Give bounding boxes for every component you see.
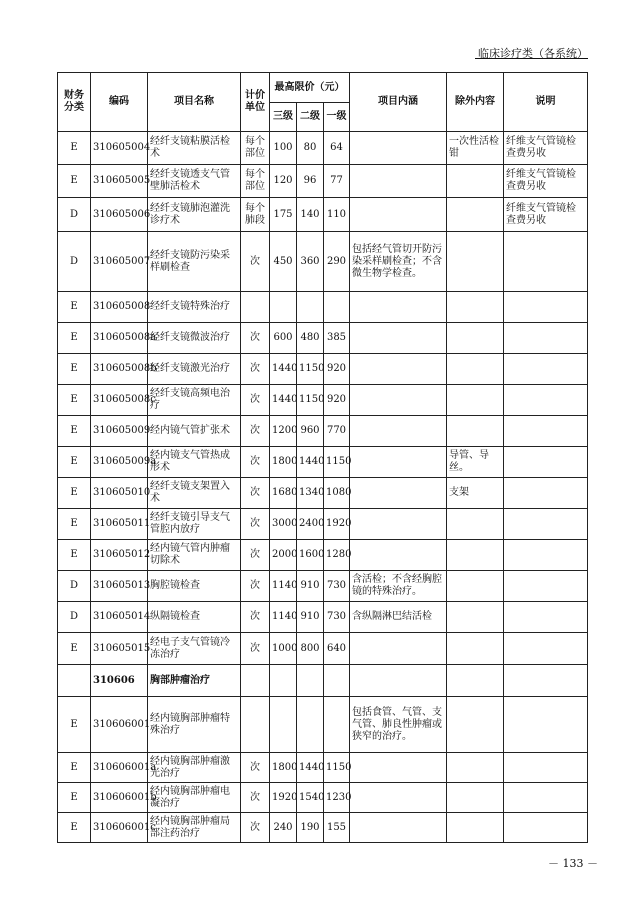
unit-cell: 每个肺段 bbox=[241, 198, 270, 232]
name-cell: 纵隔镜检查 bbox=[148, 602, 241, 633]
table-row bbox=[58, 753, 588, 783]
exclusions-cell bbox=[447, 540, 504, 571]
table-row bbox=[58, 509, 588, 540]
price-grade-1-cell: 640 bbox=[324, 633, 350, 665]
table-body bbox=[58, 132, 588, 843]
price-grade-1-cell: 290 bbox=[324, 232, 350, 292]
name-cell: 经纤支镜特殊治疗 bbox=[148, 292, 241, 323]
content-cell bbox=[350, 478, 447, 509]
price-grade-1-cell: 920 bbox=[324, 354, 350, 385]
price-grade-2-cell: 96 bbox=[297, 165, 324, 198]
table-row bbox=[58, 447, 588, 478]
category-cell: E bbox=[58, 323, 91, 354]
name-cell: 经内镜胸部肿瘤特殊治疗 bbox=[148, 697, 241, 753]
category-cell: E bbox=[58, 165, 91, 198]
price-grade-3-cell: 1440 bbox=[270, 385, 297, 416]
exclusions-cell bbox=[447, 697, 504, 753]
exclusions-cell bbox=[447, 198, 504, 232]
name-cell: 经内镜气管扩张术 bbox=[148, 416, 241, 447]
exclusions-cell: 导管、导丝。 bbox=[447, 447, 504, 478]
content-cell bbox=[350, 540, 447, 571]
price-grade-2-cell: 1440 bbox=[297, 447, 324, 478]
code-cell: 310605013 bbox=[91, 571, 148, 602]
header-notes: 说明 bbox=[504, 73, 588, 132]
unit-cell: 次 bbox=[241, 232, 270, 292]
exclusions-cell bbox=[447, 602, 504, 633]
notes-cell bbox=[504, 385, 588, 416]
code-cell: 310605008 bbox=[91, 292, 148, 323]
price-grade-1-cell: 920 bbox=[324, 385, 350, 416]
price-grade-3-cell: 1800 bbox=[270, 753, 297, 783]
content-cell bbox=[350, 165, 447, 198]
category-cell: E bbox=[58, 783, 91, 813]
unit-cell bbox=[241, 665, 270, 697]
header-code: 编码 bbox=[91, 73, 148, 132]
notes-cell bbox=[504, 292, 588, 323]
category-cell bbox=[58, 665, 91, 697]
name-cell: 经内镜胸部肿瘤局部注药治疗 bbox=[148, 813, 241, 843]
price-grade-2-cell: 360 bbox=[297, 232, 324, 292]
header-exclusions: 除外内容 bbox=[447, 73, 504, 132]
category-cell: D bbox=[58, 571, 91, 602]
price-grade-2-cell: 2400 bbox=[297, 509, 324, 540]
content-cell bbox=[350, 447, 447, 478]
code-cell: 310605007 bbox=[91, 232, 148, 292]
table-row bbox=[58, 571, 588, 602]
table-row bbox=[58, 602, 588, 633]
code-cell: 310606001c bbox=[91, 813, 148, 843]
price-grade-3-cell: 120 bbox=[270, 165, 297, 198]
notes-cell bbox=[504, 478, 588, 509]
price-grade-3-cell: 1000 bbox=[270, 633, 297, 665]
header-grade-2: 二级 bbox=[297, 103, 324, 132]
price-grade-3-cell: 600 bbox=[270, 323, 297, 354]
price-grade-1-cell: 730 bbox=[324, 571, 350, 602]
notes-cell bbox=[504, 416, 588, 447]
header-unit: 计价单位 bbox=[241, 73, 270, 132]
header-max-price: 最高限价（元） bbox=[270, 73, 350, 103]
category-cell: E bbox=[58, 697, 91, 753]
price-grade-3-cell: 100 bbox=[270, 132, 297, 165]
price-grade-2-cell: 480 bbox=[297, 323, 324, 354]
price-grade-2-cell: 80 bbox=[297, 132, 324, 165]
price-grade-2-cell bbox=[297, 697, 324, 753]
exclusions-cell bbox=[447, 571, 504, 602]
category-cell: E bbox=[58, 385, 91, 416]
notes-cell bbox=[504, 602, 588, 633]
price-grade-1-cell bbox=[324, 697, 350, 753]
table-row bbox=[58, 132, 588, 165]
content-cell bbox=[350, 783, 447, 813]
name-cell: 经内镜胸部肿瘤激光治疗 bbox=[148, 753, 241, 783]
price-grade-2-cell: 800 bbox=[297, 633, 324, 665]
code-cell: 310605008b bbox=[91, 354, 148, 385]
unit-cell: 次 bbox=[241, 783, 270, 813]
unit-cell bbox=[241, 292, 270, 323]
price-grade-3-cell: 3000 bbox=[270, 509, 297, 540]
price-grade-1-cell bbox=[324, 665, 350, 697]
table-header bbox=[58, 73, 588, 132]
price-grade-2-cell: 1440 bbox=[297, 753, 324, 783]
content-cell bbox=[350, 509, 447, 540]
exclusions-cell: 支架 bbox=[447, 478, 504, 509]
code-cell: 310606001b bbox=[91, 783, 148, 813]
price-grade-2-cell: 140 bbox=[297, 198, 324, 232]
unit-cell: 次 bbox=[241, 602, 270, 633]
exclusions-cell bbox=[447, 813, 504, 843]
notes-cell bbox=[504, 232, 588, 292]
code-cell: 310606001 bbox=[91, 697, 148, 753]
exclusions-cell bbox=[447, 783, 504, 813]
exclusions-cell bbox=[447, 292, 504, 323]
price-grade-3-cell bbox=[270, 292, 297, 323]
name-cell: 经电子支气管镜冷冻治疗 bbox=[148, 633, 241, 665]
unit-cell: 次 bbox=[241, 540, 270, 571]
category-cell: E bbox=[58, 416, 91, 447]
code-cell: 310605010 bbox=[91, 478, 148, 509]
price-grade-2-cell: 190 bbox=[297, 813, 324, 843]
code-cell: 310605012 bbox=[91, 540, 148, 571]
name-cell: 经纤支镜肺泡灌洗诊疗术 bbox=[148, 198, 241, 232]
price-grade-1-cell: 155 bbox=[324, 813, 350, 843]
content-cell: 包括食管、气管、支气管、肺良性肿瘤或狭窄的治疗。 bbox=[350, 697, 447, 753]
category-cell: E bbox=[58, 813, 91, 843]
unit-cell: 次 bbox=[241, 323, 270, 354]
price-grade-1-cell: 1080 bbox=[324, 478, 350, 509]
price-grade-1-cell: 1230 bbox=[324, 783, 350, 813]
unit-cell: 次 bbox=[241, 633, 270, 665]
price-grade-3-cell: 1140 bbox=[270, 602, 297, 633]
header-grade-1: 一级 bbox=[324, 103, 350, 132]
price-grade-1-cell: 1280 bbox=[324, 540, 350, 571]
price-grade-3-cell: 240 bbox=[270, 813, 297, 843]
price-grade-3-cell: 2000 bbox=[270, 540, 297, 571]
content-cell bbox=[350, 416, 447, 447]
price-grade-2-cell: 1600 bbox=[297, 540, 324, 571]
table-row bbox=[58, 783, 588, 813]
header-name: 项目名称 bbox=[148, 73, 241, 132]
price-grade-2-cell bbox=[297, 665, 324, 697]
name-cell: 经纤支镜激光治疗 bbox=[148, 354, 241, 385]
notes-cell bbox=[504, 813, 588, 843]
price-grade-1-cell: 77 bbox=[324, 165, 350, 198]
notes-cell bbox=[504, 540, 588, 571]
code-cell: 310605008a bbox=[91, 323, 148, 354]
code-cell: 310605006 bbox=[91, 198, 148, 232]
price-grade-3-cell: 1920 bbox=[270, 783, 297, 813]
notes-cell bbox=[504, 665, 588, 697]
code-cell: 310605009a bbox=[91, 447, 148, 478]
unit-cell bbox=[241, 697, 270, 753]
price-grade-2-cell: 1150 bbox=[297, 385, 324, 416]
price-grade-3-cell: 1200 bbox=[270, 416, 297, 447]
name-cell: 经纤支镜粘膜活检术 bbox=[148, 132, 241, 165]
code-cell: 310606001a bbox=[91, 753, 148, 783]
exclusions-cell bbox=[447, 385, 504, 416]
name-cell: 经纤支镜防污染采样刷检查 bbox=[148, 232, 241, 292]
fee-table bbox=[57, 72, 588, 843]
name-cell: 经纤支镜透支气管壁肺活检术 bbox=[148, 165, 241, 198]
exclusions-cell bbox=[447, 165, 504, 198]
name-cell: 经内镜气管内肿瘤切除术 bbox=[148, 540, 241, 571]
notes-cell bbox=[504, 633, 588, 665]
price-grade-2-cell bbox=[297, 292, 324, 323]
name-cell: 经纤支镜支架置入术 bbox=[148, 478, 241, 509]
unit-cell: 次 bbox=[241, 416, 270, 447]
exclusions-cell bbox=[447, 323, 504, 354]
category-cell: E bbox=[58, 540, 91, 571]
table-row bbox=[58, 292, 588, 323]
price-grade-1-cell: 770 bbox=[324, 416, 350, 447]
table-row bbox=[58, 165, 588, 198]
exclusions-cell bbox=[447, 509, 504, 540]
exclusions-cell bbox=[447, 354, 504, 385]
price-grade-2-cell: 910 bbox=[297, 602, 324, 633]
unit-cell: 次 bbox=[241, 447, 270, 478]
price-grade-1-cell: 1150 bbox=[324, 447, 350, 478]
notes-cell bbox=[504, 323, 588, 354]
name-cell: 经内镜支气管热成形术 bbox=[148, 447, 241, 478]
unit-cell: 次 bbox=[241, 354, 270, 385]
price-grade-2-cell: 910 bbox=[297, 571, 324, 602]
category-cell: D bbox=[58, 198, 91, 232]
content-cell bbox=[350, 132, 447, 165]
content-cell bbox=[350, 385, 447, 416]
code-cell: 310605005 bbox=[91, 165, 148, 198]
price-grade-1-cell: 730 bbox=[324, 602, 350, 633]
content-cell bbox=[350, 633, 447, 665]
table-row bbox=[58, 813, 588, 843]
content-cell bbox=[350, 198, 447, 232]
unit-cell: 每个部位 bbox=[241, 165, 270, 198]
section-row bbox=[58, 665, 588, 697]
notes-cell bbox=[504, 697, 588, 753]
table-row bbox=[58, 540, 588, 571]
table-row bbox=[58, 232, 588, 292]
price-grade-3-cell bbox=[270, 697, 297, 753]
price-grade-3-cell: 1800 bbox=[270, 447, 297, 478]
price-grade-1-cell: 1920 bbox=[324, 509, 350, 540]
unit-cell: 每个部位 bbox=[241, 132, 270, 165]
notes-cell bbox=[504, 354, 588, 385]
price-grade-2-cell: 1340 bbox=[297, 478, 324, 509]
name-cell: 胸部肿瘤治疗 bbox=[148, 665, 241, 697]
table-row bbox=[58, 633, 588, 665]
category-cell: E bbox=[58, 478, 91, 509]
header-grade-3: 三级 bbox=[270, 103, 297, 132]
price-grade-2-cell: 960 bbox=[297, 416, 324, 447]
category-cell: E bbox=[58, 447, 91, 478]
code-cell: 310605008c bbox=[91, 385, 148, 416]
content-cell: 含纵隔淋巴结活检 bbox=[350, 602, 447, 633]
price-grade-2-cell: 1150 bbox=[297, 354, 324, 385]
price-grade-3-cell: 1140 bbox=[270, 571, 297, 602]
code-cell: 310605014 bbox=[91, 602, 148, 633]
notes-cell bbox=[504, 571, 588, 602]
category-cell: E bbox=[58, 292, 91, 323]
notes-cell bbox=[504, 509, 588, 540]
exclusions-cell bbox=[447, 232, 504, 292]
notes-cell bbox=[504, 783, 588, 813]
header-category: 财务分类 bbox=[58, 73, 91, 132]
price-grade-3-cell bbox=[270, 665, 297, 697]
code-cell: 310606 bbox=[91, 665, 148, 697]
table-row bbox=[58, 198, 588, 232]
content-cell bbox=[350, 323, 447, 354]
header-rule bbox=[475, 58, 588, 59]
price-grade-3-cell: 1680 bbox=[270, 478, 297, 509]
category-cell: E bbox=[58, 354, 91, 385]
price-grade-2-cell: 1540 bbox=[297, 783, 324, 813]
code-cell: 310605011 bbox=[91, 509, 148, 540]
price-grade-1-cell: 110 bbox=[324, 198, 350, 232]
price-grade-3-cell: 1440 bbox=[270, 354, 297, 385]
category-cell: E bbox=[58, 509, 91, 540]
price-grade-1-cell bbox=[324, 292, 350, 323]
unit-cell: 次 bbox=[241, 753, 270, 783]
exclusions-cell bbox=[447, 633, 504, 665]
exclusions-cell: 一次性活检钳 bbox=[447, 132, 504, 165]
content-cell bbox=[350, 292, 447, 323]
notes-cell: 纤维支气管镜检查费另收 bbox=[504, 198, 588, 232]
price-grade-1-cell: 385 bbox=[324, 323, 350, 354]
category-cell: D bbox=[58, 602, 91, 633]
content-cell: 包括经气管切开防污染采样刷检查；不含微生物学检查。 bbox=[350, 232, 447, 292]
name-cell: 经内镜胸部肿瘤电凝治疗 bbox=[148, 783, 241, 813]
content-cell bbox=[350, 753, 447, 783]
table-row bbox=[58, 478, 588, 509]
content-cell bbox=[350, 665, 447, 697]
unit-cell: 次 bbox=[241, 571, 270, 602]
exclusions-cell bbox=[447, 416, 504, 447]
content-cell bbox=[350, 813, 447, 843]
header-content: 项目内涵 bbox=[350, 73, 447, 132]
unit-cell: 次 bbox=[241, 478, 270, 509]
notes-cell: 纤维支气管镜检查费另收 bbox=[504, 165, 588, 198]
category-cell: E bbox=[58, 753, 91, 783]
name-cell: 经纤支镜微波治疗 bbox=[148, 323, 241, 354]
running-title: 临床诊疗类（各系统） bbox=[478, 47, 588, 60]
price-grade-3-cell: 450 bbox=[270, 232, 297, 292]
content-cell: 含活检；不含经胸腔镜的特殊治疗。 bbox=[350, 571, 447, 602]
code-cell: 310605015 bbox=[91, 633, 148, 665]
exclusions-cell bbox=[447, 753, 504, 783]
page-number: － 133 － bbox=[548, 857, 598, 870]
price-grade-1-cell: 64 bbox=[324, 132, 350, 165]
name-cell: 胸腔镜检查 bbox=[148, 571, 241, 602]
notes-cell: 纤维支气管镜检查费另收 bbox=[504, 132, 588, 165]
category-cell: E bbox=[58, 633, 91, 665]
price-grade-3-cell: 175 bbox=[270, 198, 297, 232]
unit-cell: 次 bbox=[241, 385, 270, 416]
exclusions-cell bbox=[447, 665, 504, 697]
category-cell: E bbox=[58, 132, 91, 165]
table-row bbox=[58, 385, 588, 416]
unit-cell: 次 bbox=[241, 509, 270, 540]
table-row bbox=[58, 697, 588, 753]
notes-cell bbox=[504, 447, 588, 478]
table-row bbox=[58, 416, 588, 447]
unit-cell: 次 bbox=[241, 813, 270, 843]
name-cell: 经纤支镜高频电治疗 bbox=[148, 385, 241, 416]
code-cell: 310605009 bbox=[91, 416, 148, 447]
notes-cell bbox=[504, 753, 588, 783]
table-row bbox=[58, 323, 588, 354]
category-cell: D bbox=[58, 232, 91, 292]
price-grade-1-cell: 1150 bbox=[324, 753, 350, 783]
name-cell: 经纤支镜引导支气管腔内放疗 bbox=[148, 509, 241, 540]
code-cell: 310605004 bbox=[91, 132, 148, 165]
content-cell bbox=[350, 354, 447, 385]
table-row bbox=[58, 354, 588, 385]
